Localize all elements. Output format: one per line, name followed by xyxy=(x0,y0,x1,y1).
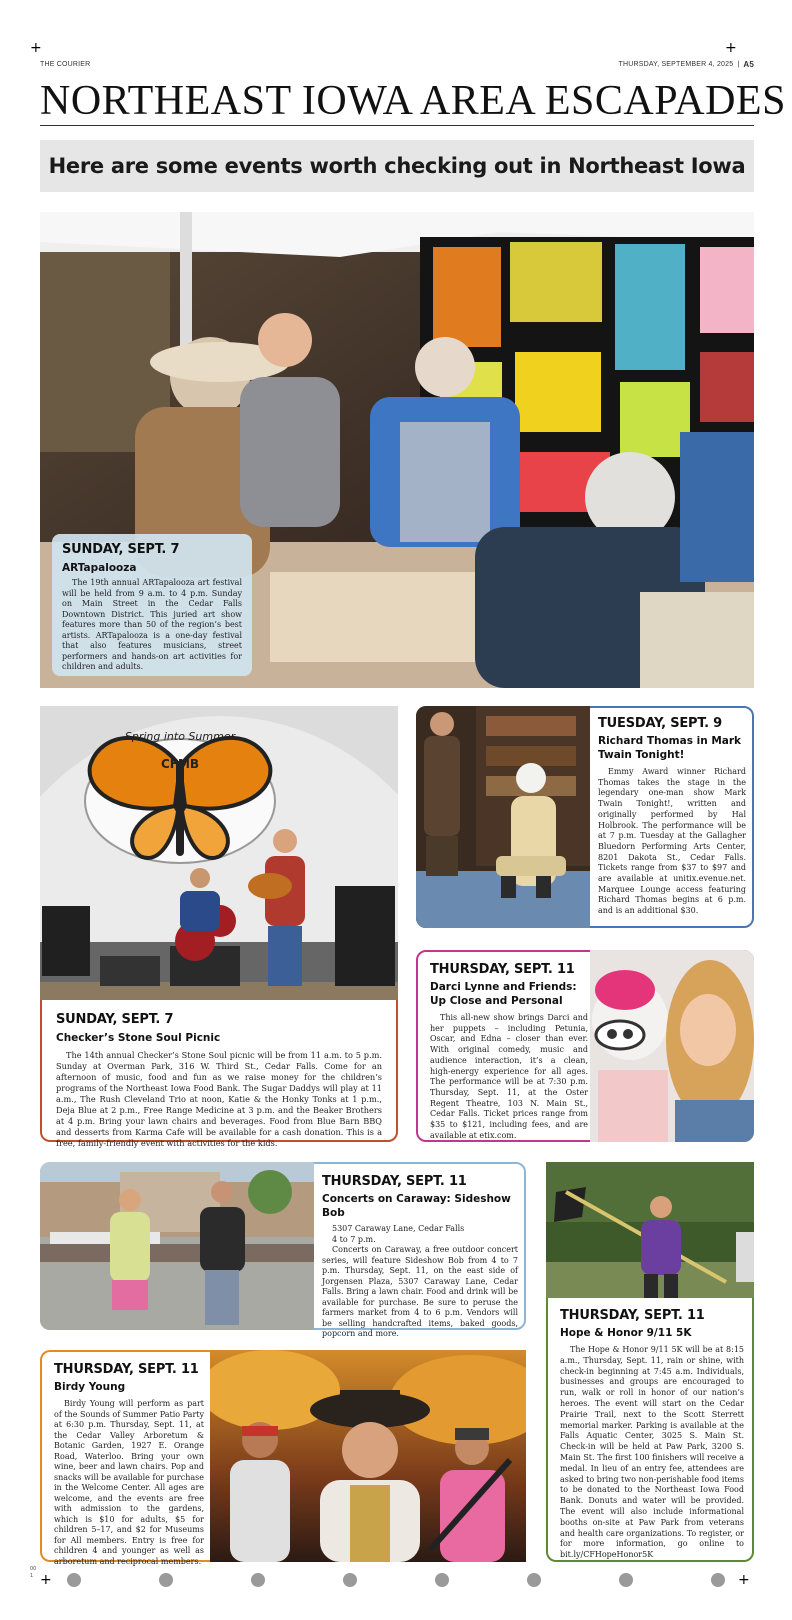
subheadline-band xyxy=(40,140,754,192)
stone-soul-body: The 14th annual Checker’s Stone Soul picnic will be from 11 a.m. to 5 p.m. Sunday at Overman Park, 316 W. Third St., Cedar Falls. Come for an afternoon of music, food and fun as we raise money for the children’s programs of the Northeast Iowa Food Bank. The Sugar Daddys will play at 11 a.m., The Rush Cleveland Trio at noon, Katie & the Honky Tonks at 1 p.m., Deja Blue at 2 p.m., Free Range Medicine at 3 p.m. and the Beaker Brothers at 4 p.m. Bring your lawn chairs and beverages. Food from Blue Barn BBQ and desserts from Karma Cafe will be available for a cash donation. This is a free, family-friendly event with activities for the kids. xyxy=(56,1050,382,1148)
birdy-photo-art xyxy=(210,1350,526,1562)
registration-dot xyxy=(527,1573,541,1587)
twain-title: Richard Thomas in Mark Twain Tonight! xyxy=(598,735,742,761)
twain-body: Emmy Award winner Richard Thomas takes the stage in the legendary one-man show Mark Twain Tonight!, written and originally performed by Hal Holbrook. The performance will be at 7 p.m. Tuesday at the Gallagher Bluedorn Performing Arts Center, 8201 Dakota St., Cedar Falls. Tickets range from $37 to $97 and are available at unitix.evenue.net. Marquee Lounge access featuring Richard Thomas begins at 6 p.m. and is an additional $30. xyxy=(598,767,746,916)
twain-photo xyxy=(416,706,590,928)
caraway-date: THURSDAY, SEPT. 11 xyxy=(322,1174,467,1189)
artapalooza-box xyxy=(52,534,252,676)
registration-dot xyxy=(343,1573,357,1587)
footer-code-line2: 1 xyxy=(30,1573,34,1579)
footer-code xyxy=(30,1566,36,1580)
folio-right xyxy=(618,60,754,69)
darci-text xyxy=(430,962,588,1141)
masthead-rule xyxy=(40,125,754,126)
registration-dot xyxy=(435,1573,449,1587)
birdy-date: THURSDAY, SEPT. 11 xyxy=(54,1362,199,1377)
hope-photo-art xyxy=(546,1162,754,1298)
folio-page-number: A5 xyxy=(743,60,754,69)
darci-body: This all-new show brings Darci and her puppets – including Petunia, Oscar, and Edna – closer than ever. With original comedy, music and audience interaction, it’s a clean, high-energy experience for all ages. The performance will be at 7:30 p.m. Thursday, Sept. 11, at the Oster Regent Theatre, 103 N. Main St., Cedar Falls. Ticket prices range from $35 to $121, including fees, and are available at etix.com. xyxy=(430,1013,588,1140)
darci-title: Darci Lynne and Friends: Up Close and Personal xyxy=(430,981,577,1007)
stone-soul-banner-line2: CFMB xyxy=(160,757,200,771)
twain-photo-art xyxy=(416,706,590,928)
hope-body: The Hope & Honor 9/11 5K will be at 8:15 a.m., Thursday, Sept. 11, rain or shine, with check-in beginning at 7:45 a.m. Individuals, businesses and groups are encouraged to run, walk or roll in honor of our nation’s heroes. The event will start on the Cedar Prairie Trail, next to the Scott Sterrett memorial marker. Parking is available at the Falls Aquatic Center, 3025 S. Main St. Check-in will be held at Paw Park, 3200 S. Main St. The first 100 finishers will receive a medal. In lieu of an entry fee, attendees are asked to bring two non-perishable food items to be donated to the Northeast Iowa Food Bank. Donuts and water will be provided. The event will also include informational booths on-site at Paw Park from veterans and health care organizations. To register, or for more information, go online to bit.ly/CFHopeHonor5K xyxy=(560,1345,744,1560)
darci-photo xyxy=(590,950,754,1142)
darci-photo-art xyxy=(590,950,754,1142)
birdy-text xyxy=(54,1362,204,1567)
stone-soul-banner-line1: Spring into Summer xyxy=(124,730,236,743)
masthead: NORTHEAST IOWA AREA ESCAPADES xyxy=(40,78,786,124)
darci-date: THURSDAY, SEPT. 11 xyxy=(430,962,575,977)
registration-dot xyxy=(251,1573,265,1587)
caraway-title: Concerts on Caraway: Sideshow Bob xyxy=(322,1193,511,1219)
caraway-photo-art xyxy=(40,1162,314,1330)
registration-mark-bottom-right: + xyxy=(738,1572,750,1588)
artapalooza-body: The 19th annual ARTapalooza art festival will be held from 9 a.m. to 4 p.m. Sunday on Main Street in the Cedar Falls Downtown District. This juried art show features more than 50 of the region’s best artists. ARTapalooza is a one-day festival that also features musicians, street performers and hands-on art activities for children and adults. xyxy=(62,578,242,671)
stone-soul-photo-art xyxy=(40,706,398,1002)
birdy-photo xyxy=(210,1350,526,1562)
stone-soul-title: Checker’s Stone Soul Picnic xyxy=(56,1032,221,1044)
folio-separator: | xyxy=(737,61,740,68)
artapalooza-title: ARTapalooza xyxy=(62,562,137,574)
hope-text xyxy=(560,1308,744,1561)
artapalooza-date: SUNDAY, SEPT. 7 xyxy=(62,542,180,557)
registration-mark-bottom-left: + xyxy=(40,1572,52,1588)
folio-date: THURSDAY, SEPTEMBER 4, 2025 xyxy=(618,61,734,68)
folio-paper-name: THE COURIER xyxy=(40,61,91,68)
caraway-address: 5307 Caraway Lane, Cedar Falls xyxy=(332,1224,465,1233)
stone-soul-box xyxy=(40,1000,398,1148)
hope-title: Hope & Honor 9/11 5K xyxy=(560,1327,692,1339)
birdy-body: Birdy Young will perform as part of the Sounds of Summer Patio Party at 6:30 p.m. Thursday, Sept. 11, at the Cedar Valley Arboretum & Botanic Garden, 1927 E. Orange Road, Waterloo. Bring your own wine, beer and lawn chairs. Pop and snacks will be available for purchase in the Welcome Center. All ages are welcome, and the events are free with admission to the gardens, which is $10 for adults, $5 for children 5–17, and $2 for Museums for All members. Entry is free for children 4 and younger as well as arboretum and reciprocal members. xyxy=(54,1399,204,1566)
registration-dot xyxy=(159,1573,173,1587)
caraway-text xyxy=(322,1174,518,1340)
footer-code-line1: 00 xyxy=(30,1566,37,1572)
registration-dot xyxy=(67,1573,81,1587)
registration-mark-top-left: + xyxy=(30,40,42,56)
registration-dot xyxy=(619,1573,633,1587)
registration-mark-top-right: + xyxy=(725,40,737,56)
twain-text xyxy=(598,716,746,917)
twain-date: TUESDAY, SEPT. 9 xyxy=(598,716,722,731)
stone-soul-photo xyxy=(40,706,398,1002)
registration-dot xyxy=(711,1573,725,1587)
hope-date: THURSDAY, SEPT. 11 xyxy=(560,1308,705,1323)
caraway-photo xyxy=(40,1162,314,1330)
hope-photo xyxy=(546,1162,754,1298)
subheadline: Here are some events worth checking out in Northeast Iowa xyxy=(48,154,746,178)
stone-soul-date: SUNDAY, SEPT. 7 xyxy=(56,1012,174,1027)
birdy-title: Birdy Young xyxy=(54,1381,126,1393)
caraway-body: Concerts on Caraway, a free outdoor concert series, will feature Sideshow Bob from 4 to 7 p.m. Thursday, Sept. 11, on the east side of Jorgensen Plaza, 5307 Caraway Lane, Cedar Falls. Bring a lawn chair. Food and drink will be available for purchase. Be sure to peruse the farmers market from 4 to 6 p.m. Vendors will be selling handcrafted items, baked goods, popcorn and more. xyxy=(322,1245,518,1338)
caraway-time: 4 to 7 p.m. xyxy=(332,1234,376,1244)
